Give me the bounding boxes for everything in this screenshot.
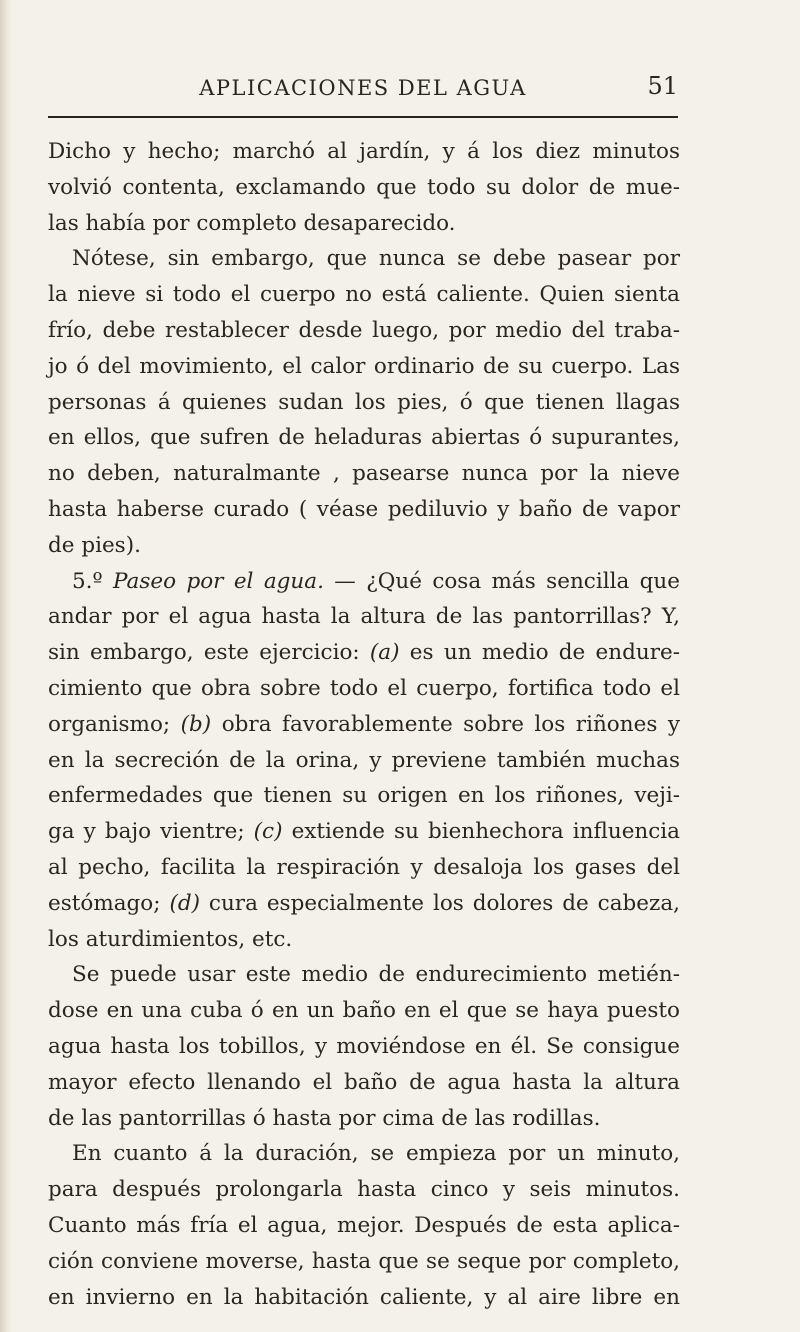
text-line: Se puede usar este medio de endurecimiento metién- (72, 962, 680, 988)
text-line: hasta haberse curado ( véase pediluvio y baño de vapor (48, 496, 680, 522)
text-line: En cuanto á la duración, se empieza por un minuto, (72, 1141, 680, 1167)
text-line: ga y bajo vientre; (c) extiende su bienhechora influencia (48, 819, 680, 845)
text-line: dose en una cuba ó en un baño en el que se haya puesto (48, 998, 680, 1024)
text-line: en invierno en la habitación caliente, y al aire libre en (48, 1284, 680, 1310)
text-line: de las pantorrillas ó hasta por cima de las rodillas. (48, 1105, 601, 1131)
text-line-section-5: 5.º Paseo por el agua. — ¿Qué cosa más sencilla que (72, 568, 681, 594)
text-line: estómago; (d) cura especialmente los dolores de cabeza, (48, 890, 680, 916)
text-line: mayor efecto llenando el baño de agua hasta la altura (48, 1069, 680, 1095)
text-line: al pecho, facilita la respiración y desaloja los gases del (48, 854, 680, 880)
text-line: para después prolongarla hasta cinco y seis minutos. (48, 1177, 680, 1203)
text-line: volvió contenta, exclamando que todo su dolor de mue- (48, 174, 680, 200)
text-line: andar por el agua hasta la altura de las pantorrillas? Y, (48, 604, 680, 630)
text-line: en la secreción de la orina, y previene también muchas (48, 747, 680, 773)
running-head: APLICACIONES DEL AGUA (199, 76, 527, 100)
text-line: Nótese, sin embargo, que nunca se debe pasear por (72, 246, 680, 272)
text-line: personas á quienes sudan los pies, ó que tienen llagas (48, 389, 680, 415)
text-line: frío, debe restablecer desde luego, por medio del traba- (48, 317, 680, 343)
body-text (48, 134, 680, 1315)
text-line: las había por completo desaparecido. (48, 210, 456, 236)
text-line: cimiento que obra sobre todo el cuerpo, fortifica todo el (48, 675, 680, 701)
text-line: la nieve si todo el cuerpo no está caliente. Quien sienta (48, 282, 680, 308)
text-line: Cuanto más fría el agua, mejor. Después de esta aplica- (48, 1212, 680, 1238)
text-line: jo ó del movimiento, el calor ordinario de su cuerpo. Las (48, 353, 680, 379)
text-line: no deben, naturalmante , pasearse nunca por la nieve (48, 461, 680, 487)
text-line: agua hasta los tobillos, y moviéndose en él. Se consigue (48, 1033, 680, 1059)
text-line: Dicho y hecho; marchó al jardín, y á los diez minutos (48, 139, 680, 164)
page-number: 51 (647, 72, 678, 100)
text-line: organismo; (b) obra favorablemente sobre los riñones y (48, 711, 681, 737)
text-line: sin embargo, este ejercicio: (a) es un medio de endure- (48, 640, 681, 666)
text-line: los aturdimientos, etc. (48, 926, 293, 952)
text-line: enfermedades que tienen su origen en los riñones, veji- (48, 783, 680, 809)
text-line: ción conviene moverse, hasta que se seque por completo, (48, 1248, 680, 1274)
page-header (48, 72, 678, 106)
header-rule (48, 116, 678, 118)
text-line: de pies). (48, 532, 141, 558)
text-line: en ellos, que sufren de heladuras abiertas ó supurantes, (48, 425, 680, 451)
page-edge-shadow (0, 0, 12, 1332)
